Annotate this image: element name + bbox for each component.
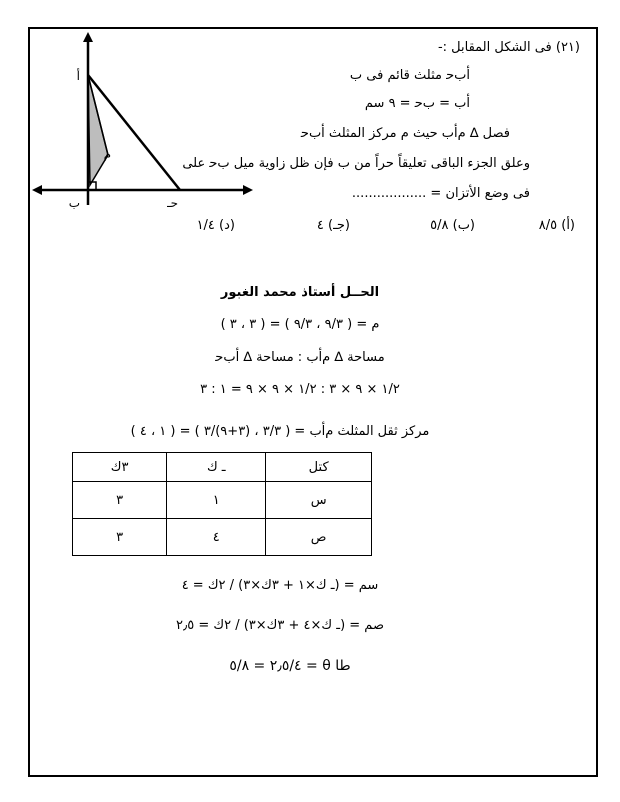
label-a: أ bbox=[76, 69, 80, 83]
label-b: ب bbox=[68, 196, 80, 210]
solution-tan-formula: طا θ = ٢٫٥/٤ = ٥/٨ bbox=[229, 658, 351, 674]
table-header-cell: ٣ك bbox=[73, 453, 167, 482]
shaded-region bbox=[88, 75, 108, 185]
option-d[interactable]: (د) ١/٤ bbox=[196, 218, 235, 233]
table-header-cell: كتل bbox=[266, 453, 372, 482]
table-cell: س bbox=[266, 482, 372, 519]
question-line-2: ﺃﺏ = ﺏﺣ = ٩ سم bbox=[364, 96, 470, 111]
label-c: حـ bbox=[167, 196, 178, 210]
question-header: (٢١) فى الشكل المقابل :- bbox=[437, 40, 580, 55]
option-c[interactable]: (جـ) ٤ bbox=[316, 218, 350, 233]
option-b[interactable]: (ب) ٥/٨ bbox=[430, 218, 475, 233]
question-line-3: فصل ∆ مﺃﺏ حيث م مركز المثلث ﺃﺏﺣ bbox=[300, 126, 510, 141]
option-a[interactable]: (أ) ٨/٥ bbox=[538, 218, 575, 233]
table-cell: ص bbox=[266, 519, 372, 556]
solution-x-formula: سم = (ـ ك×١ + ٣ك×٣) / ٢ك = ٤ bbox=[181, 578, 379, 593]
solution-area-line: مساحة ∆ مﺃﺏ : مساحة ∆ ﺃﺏﺣ bbox=[215, 350, 385, 365]
question-line-1: ﺃﺏﺣ مثلث قائم فى ﺏ bbox=[349, 68, 470, 83]
solution-title: الحــل أستاذ محمد الغبور bbox=[220, 285, 380, 300]
label-m: م bbox=[103, 147, 111, 161]
table-header-row bbox=[73, 453, 372, 482]
table-cell: ١ bbox=[167, 482, 266, 519]
triangle-figure bbox=[30, 30, 255, 215]
table-cell: ٣ bbox=[73, 482, 167, 519]
question-line-4: وعلق الجزء الباقى تعليقاً حراً من ﺏ فإن ظل زاوية ميل ﺏﺣ على bbox=[182, 156, 530, 171]
question-line-5: فى وضع الأتزان = .................. bbox=[351, 186, 530, 201]
solution-centroid-line: مركز ثقل المثلث مﺃﺏ = ( ٣/٣ ، (٣+٩)/٣ ) = ( ١ ، ٤ ) bbox=[130, 424, 430, 439]
axis-arrow-left bbox=[32, 185, 42, 195]
table-row bbox=[73, 482, 372, 519]
solution-y-formula: صم = (ـ ك×٤ + ٣ك×٣) / ٢ك = ٢٫٥ bbox=[176, 618, 384, 633]
table-row bbox=[73, 519, 372, 556]
solution-ratio-line: ١/٢ × ٩ × ٣ : ١/٢ × ٩ × ٩ = ١ : ٣ bbox=[200, 382, 400, 397]
table-header-cell: ـ ك bbox=[167, 453, 266, 482]
solution-m-line: م = ( ٩/٣ ، ٩/٣ ) = ( ٣ ، ٣ ) bbox=[220, 317, 380, 332]
masses-table bbox=[72, 452, 372, 556]
table-cell: ٤ bbox=[167, 519, 266, 556]
table-cell: ٣ bbox=[73, 519, 167, 556]
axis-arrow-up bbox=[83, 32, 93, 42]
axis-arrow-right bbox=[243, 185, 253, 195]
